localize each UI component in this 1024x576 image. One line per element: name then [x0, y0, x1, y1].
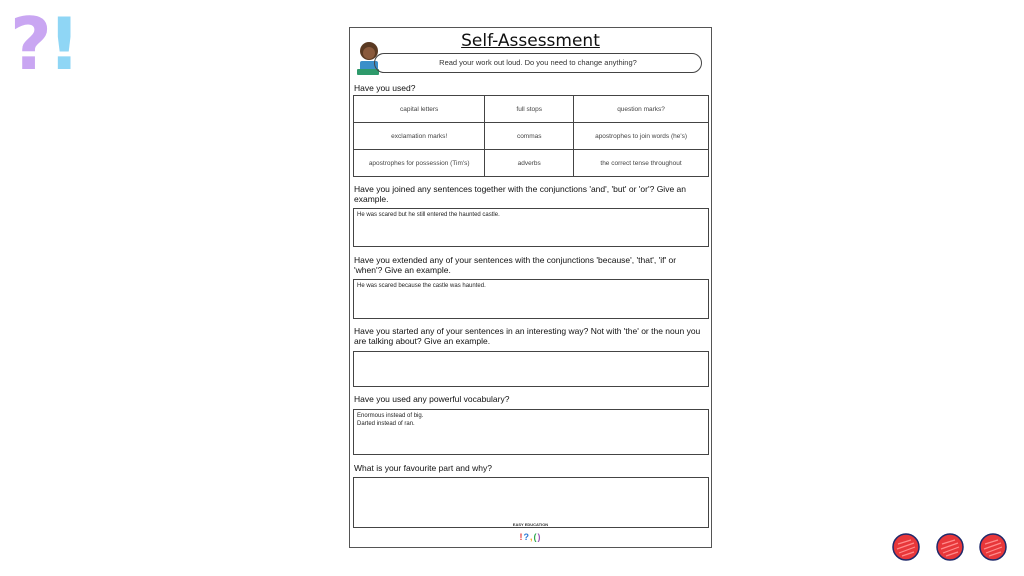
- footer-logo: [350, 522, 711, 545]
- checklist-item: capital letters: [354, 96, 485, 123]
- checklist-table: [353, 95, 709, 177]
- table-row: [354, 123, 709, 150]
- checklist-item: adverbs: [485, 150, 574, 177]
- question-mark-decoration: ?: [10, 2, 48, 86]
- checklist-heading: Have you used?: [354, 83, 416, 93]
- answer-box-sentence-openers[interactable]: [353, 351, 709, 387]
- answer-text: Enormous instead of big.: [357, 413, 424, 419]
- checklist-item: commas: [485, 123, 574, 150]
- checklist-item: exclamation marks!: [354, 123, 485, 150]
- question-sentence-openers: Have you started any of your sentences in an interesting way? Not with 'the' or the noun you are talking about? Give an example.: [354, 326, 701, 346]
- answer-text: He was scared but he still entered the haunted castle.: [357, 212, 500, 218]
- nav-dot-3-button[interactable]: [978, 532, 1008, 562]
- answer-box-conjunctions[interactable]: [353, 208, 709, 247]
- answer-text: Darted instead of ran.: [357, 421, 415, 427]
- read-aloud-prompt: Read your work out loud. Do you need to change anything?: [374, 53, 702, 73]
- question-extended-sentences: Have you extended any of your sentences with the conjunctions 'because', 'that', 'if' or 'when'? Give an example.: [354, 255, 677, 275]
- answer-box-favourite-part[interactable]: [353, 477, 709, 528]
- checklist-item: the correct tense throughout: [574, 150, 709, 177]
- footer-brand: EASY EDUCATION: [512, 522, 549, 527]
- answer-box-vocabulary[interactable]: [353, 409, 709, 455]
- checklist-item: apostrophes for possession (Tim's): [354, 150, 485, 177]
- question-conjunctions: Have you joined any sentences together with the conjunctions 'and', 'but' or 'or'? Give an example.: [354, 184, 686, 204]
- nav-dot-2-button[interactable]: [935, 532, 965, 562]
- table-row: [354, 150, 709, 177]
- punctuation-decoration: [10, 4, 77, 84]
- worksheet: [349, 27, 712, 548]
- question-favourite-part: What is your favourite part and why?: [354, 463, 492, 473]
- table-row: [354, 96, 709, 123]
- question-vocabulary: Have you used any powerful vocabulary?: [354, 394, 510, 404]
- checklist-item: apostrophes to join words (he's): [574, 123, 709, 150]
- answer-box-extended-sentences[interactable]: [353, 279, 709, 319]
- answer-text: He was scared because the castle was haunted.: [357, 283, 486, 289]
- nav-dot-1-button[interactable]: [891, 532, 921, 562]
- worksheet-title: Self-Assessment: [461, 31, 600, 51]
- footer-punctuation-marks: !?,(): [519, 532, 542, 542]
- exclamation-mark-decoration: !: [47, 2, 77, 86]
- checklist-item: question marks?: [574, 96, 709, 123]
- checklist-item: full stops: [485, 96, 574, 123]
